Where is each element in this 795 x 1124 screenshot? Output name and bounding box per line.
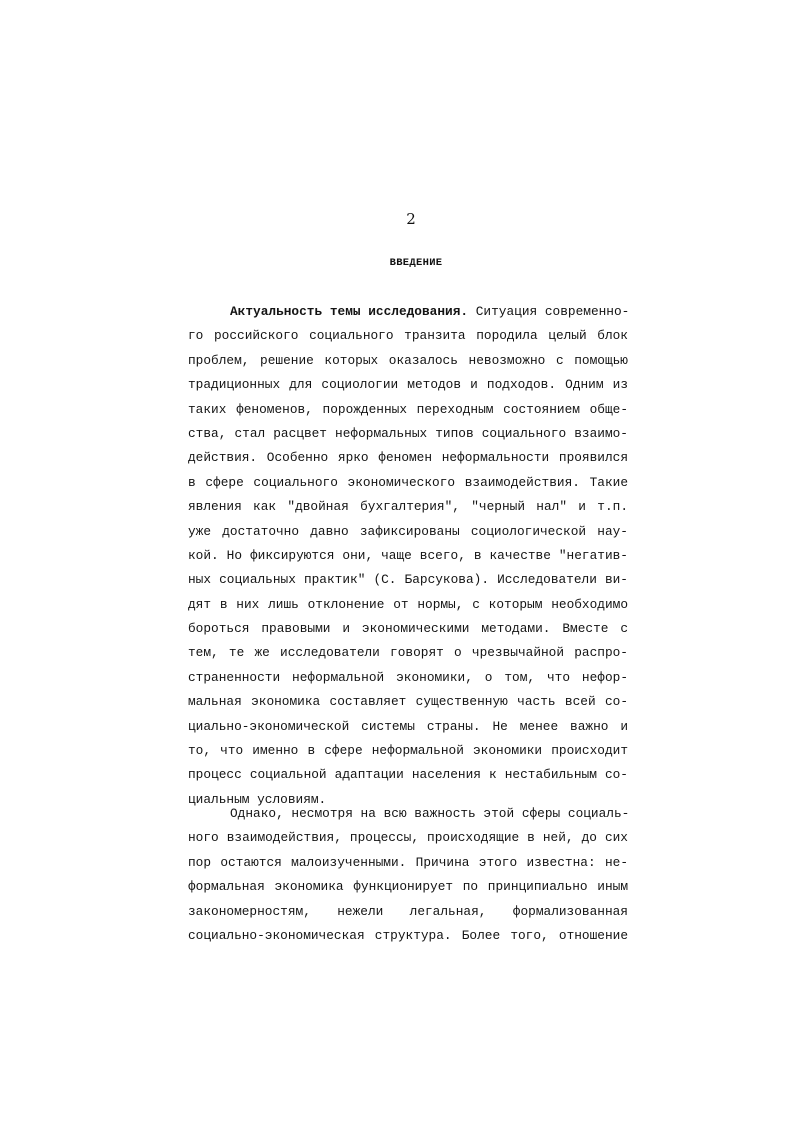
paragraph-line: кой. Но фиксируются они, чаще всего, в качестве "негатив- bbox=[188, 547, 628, 563]
paragraph-line: ного взаимодействия, процессы, происходящие в ней, до сих bbox=[188, 830, 628, 846]
paragraph-line: циально-экономической системы страны. Не менее важно и bbox=[188, 718, 628, 734]
paragraph-line: мальная экономика составляет существенную часть всей со- bbox=[188, 694, 628, 710]
paragraph-line: циальным условиям. bbox=[188, 791, 327, 807]
page-number: 2 bbox=[406, 210, 416, 228]
paragraph-however bbox=[188, 802, 628, 948]
paragraph-line: ных социальных практик" (С. Барсукова). Исследователи ви- bbox=[188, 572, 628, 588]
paragraph-line: традиционных для социологии методов и подходов. Одним из bbox=[188, 377, 628, 393]
paragraph-line: действия. Особенно ярко феномен неформальности проявился bbox=[188, 450, 628, 466]
paragraph-line: в сфере социального экономического взаимодействия. Такие bbox=[188, 474, 628, 490]
section-heading: ВВЕДЕНИЕ bbox=[389, 257, 443, 269]
paragraph-line: тем, те же исследователи говорят о чрезвычайной распро- bbox=[188, 645, 628, 661]
paragraph-relevance bbox=[188, 300, 628, 812]
paragraph-line: страненности неформальной экономики, о том, что нефор- bbox=[188, 669, 628, 685]
paragraph-line: явления как "двойная бухгалтерия", "черный нал" и т.п. bbox=[188, 499, 628, 515]
paragraph-line: социально-экономическая структура. Более того, отношение bbox=[188, 927, 628, 943]
paragraph-line: ства, стал расцвет неформальных типов социального взаимо- bbox=[188, 425, 628, 441]
paragraph-line: го российского социального транзита породила целый блок bbox=[188, 328, 628, 344]
paragraph-lead: Актуальность темы исследования. bbox=[230, 304, 469, 319]
paragraph-line: пор остаются малоизученными. Причина этого известна: не- bbox=[188, 854, 628, 870]
paragraph-line: бороться правовыми и экономическими методами. Вместе с bbox=[188, 621, 628, 637]
paragraph-line: таких феноменов, порожденных переходным состоянием обще- bbox=[188, 401, 628, 417]
paragraph-line: Однако, несмотря на всю важность этой сферы социаль- bbox=[230, 806, 630, 821]
paragraph-line: дят в них лишь отклонение от нормы, с которым необходимо bbox=[188, 596, 628, 612]
paragraph-line: закономерностям, нежели легальная, формализованная bbox=[188, 903, 628, 919]
paragraph-line: то, что именно в сфере неформальной экономики происходит bbox=[188, 743, 628, 759]
paragraph-line bbox=[188, 300, 628, 324]
paragraph-line: уже достаточно давно зафиксированы социологической нау- bbox=[188, 523, 628, 539]
paragraph-line: процесс социальной адаптации населения к нестабильным со- bbox=[188, 767, 628, 783]
paragraph-line-text: Ситуация современно- bbox=[475, 304, 630, 319]
paragraph-line: формальная экономика функционирует по принципиально иным bbox=[188, 879, 628, 895]
paragraph-line: проблем, решение которых оказалось невозможно с помощью bbox=[188, 352, 628, 368]
